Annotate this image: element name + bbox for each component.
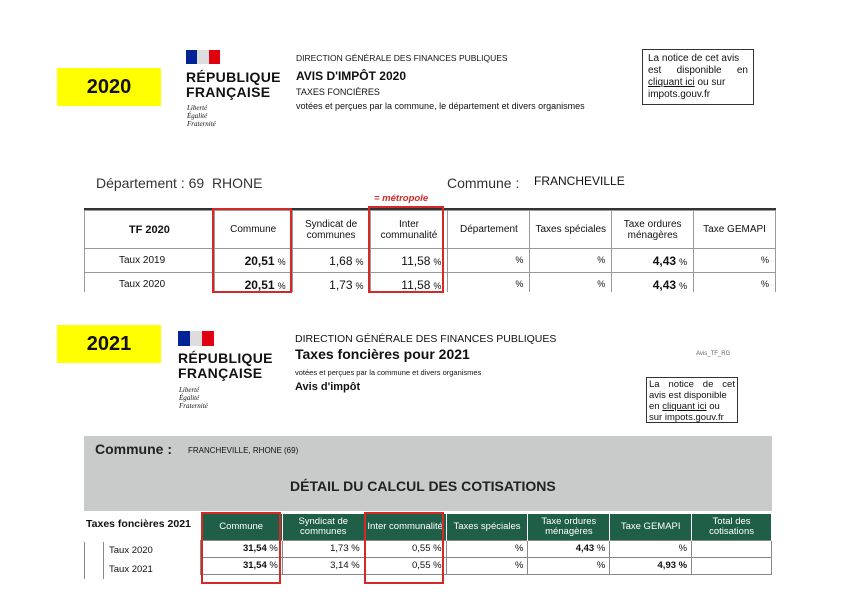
header-taxes-speciales: Taxes spéciales: [530, 211, 612, 249]
year-badge-2020: 2020: [57, 68, 161, 106]
notice-link-2020[interactable]: cliquant ici: [648, 77, 695, 88]
highlight-commune-2021: [201, 512, 281, 584]
notice-box-2021: La notice de cet avis est disponible en cliquant ici ou sur impots.gouv.fr: [646, 377, 738, 423]
notice-box-2020: La notice de cet avis est disponible en cliquant ici ou sur impots.gouv.fr: [642, 49, 754, 105]
marianne-logo-icon: [178, 331, 214, 346]
rowhead-2021: Taxes foncières 2021: [86, 518, 191, 530]
year-badge-2021: 2021: [57, 325, 161, 363]
header-commune: Commune: [214, 211, 292, 249]
table-row: Taux 2020 20,51 % 1,73 % 11,58 % % % 4,43 % %: [85, 273, 776, 293]
votees-2020: votées et perçues par la commune, le département et divers organismes: [296, 101, 585, 111]
header-commune: Commune: [201, 514, 283, 540]
header-gemapi: Taxe GEMAPI: [610, 514, 692, 540]
commune-label-2020: Commune :: [447, 175, 520, 191]
commune-value-2020: FRANCHEVILLE: [534, 174, 625, 188]
header-inter: Inter communalité: [370, 211, 448, 249]
header-syndicat: Syndicat de communes: [292, 211, 370, 249]
header-departement: Département: [448, 211, 530, 249]
row-label: Taux 2020: [109, 545, 153, 556]
reference-code: Avis_TF_RG: [696, 351, 731, 357]
direction-2021: DIRECTION GÉNÉRALE DES FINANCES PUBLIQUES: [295, 333, 557, 345]
title-2020: AVIS D'IMPÔT 2020: [296, 69, 406, 83]
avis-2021: Avis d'impôt: [295, 381, 361, 393]
commune-value-2021: FRANCHEVILLE, RHONE (69): [188, 446, 299, 455]
table-row: 31,54 % 3,14 % 0,55 % % % 4,93 %: [201, 557, 772, 574]
notice-link-2021[interactable]: cliquant ici: [662, 401, 707, 412]
direction-2020: DIRECTION GÉNÉRALE DES FINANCES PUBLIQUES: [296, 53, 508, 63]
republique-line1: RÉPUBLIQUE: [186, 69, 281, 85]
devise: Liberté Égalité Fraternité: [179, 386, 208, 410]
header-tom: Taxe ordures ménagères: [528, 514, 610, 540]
header-tf2020: TF 2020: [85, 211, 215, 249]
highlight-inter-2021: [364, 512, 444, 584]
row-label: Taux 2021: [109, 564, 153, 575]
devise: Liberté Égalité Fraternité: [187, 104, 216, 128]
row-labels-2021: [84, 542, 200, 579]
header-inter: Inter communalité: [364, 514, 446, 540]
departement-label: Département : 69 RHONE: [96, 175, 263, 191]
republique-line1: RÉPUBLIQUE: [178, 350, 273, 366]
highlight-commune-2020: [212, 208, 292, 293]
marianne-logo-icon: [186, 50, 220, 64]
title-2021: Taxes foncières pour 2021: [295, 346, 470, 362]
commune-label-2021: Commune :: [95, 441, 172, 457]
metropole-note: = métropole: [374, 193, 429, 204]
votees-2021: votées et perçues par la commune et divers organismes: [295, 368, 482, 377]
header-taxes-speciales: Taxes spéciales: [446, 514, 528, 540]
header-syndicat: Syndicat de communes: [282, 514, 364, 540]
header-tom: Taxe ordures ménagères: [612, 211, 694, 249]
highlight-inter-2020: [368, 206, 444, 293]
republique-line2: FRANÇAISE: [186, 84, 271, 100]
header-total: Total des cotisations: [692, 514, 772, 540]
table-row: Taux 2019 20,51 % 1,68 % 11,58 % % % 4,43 % %: [85, 249, 776, 273]
subtitle-2020: TAXES FONCIÈRES: [296, 87, 380, 97]
table-row: 31,54 % 1,73 % 0,55 % % 4,43 % %: [201, 540, 772, 557]
header-gemapi: Taxe GEMAPI: [694, 211, 776, 249]
tax-table-2021: [200, 514, 772, 575]
republique-line2: FRANÇAISE: [178, 365, 263, 381]
detail-title: DÉTAIL DU CALCUL DES COTISATIONS: [290, 478, 556, 494]
